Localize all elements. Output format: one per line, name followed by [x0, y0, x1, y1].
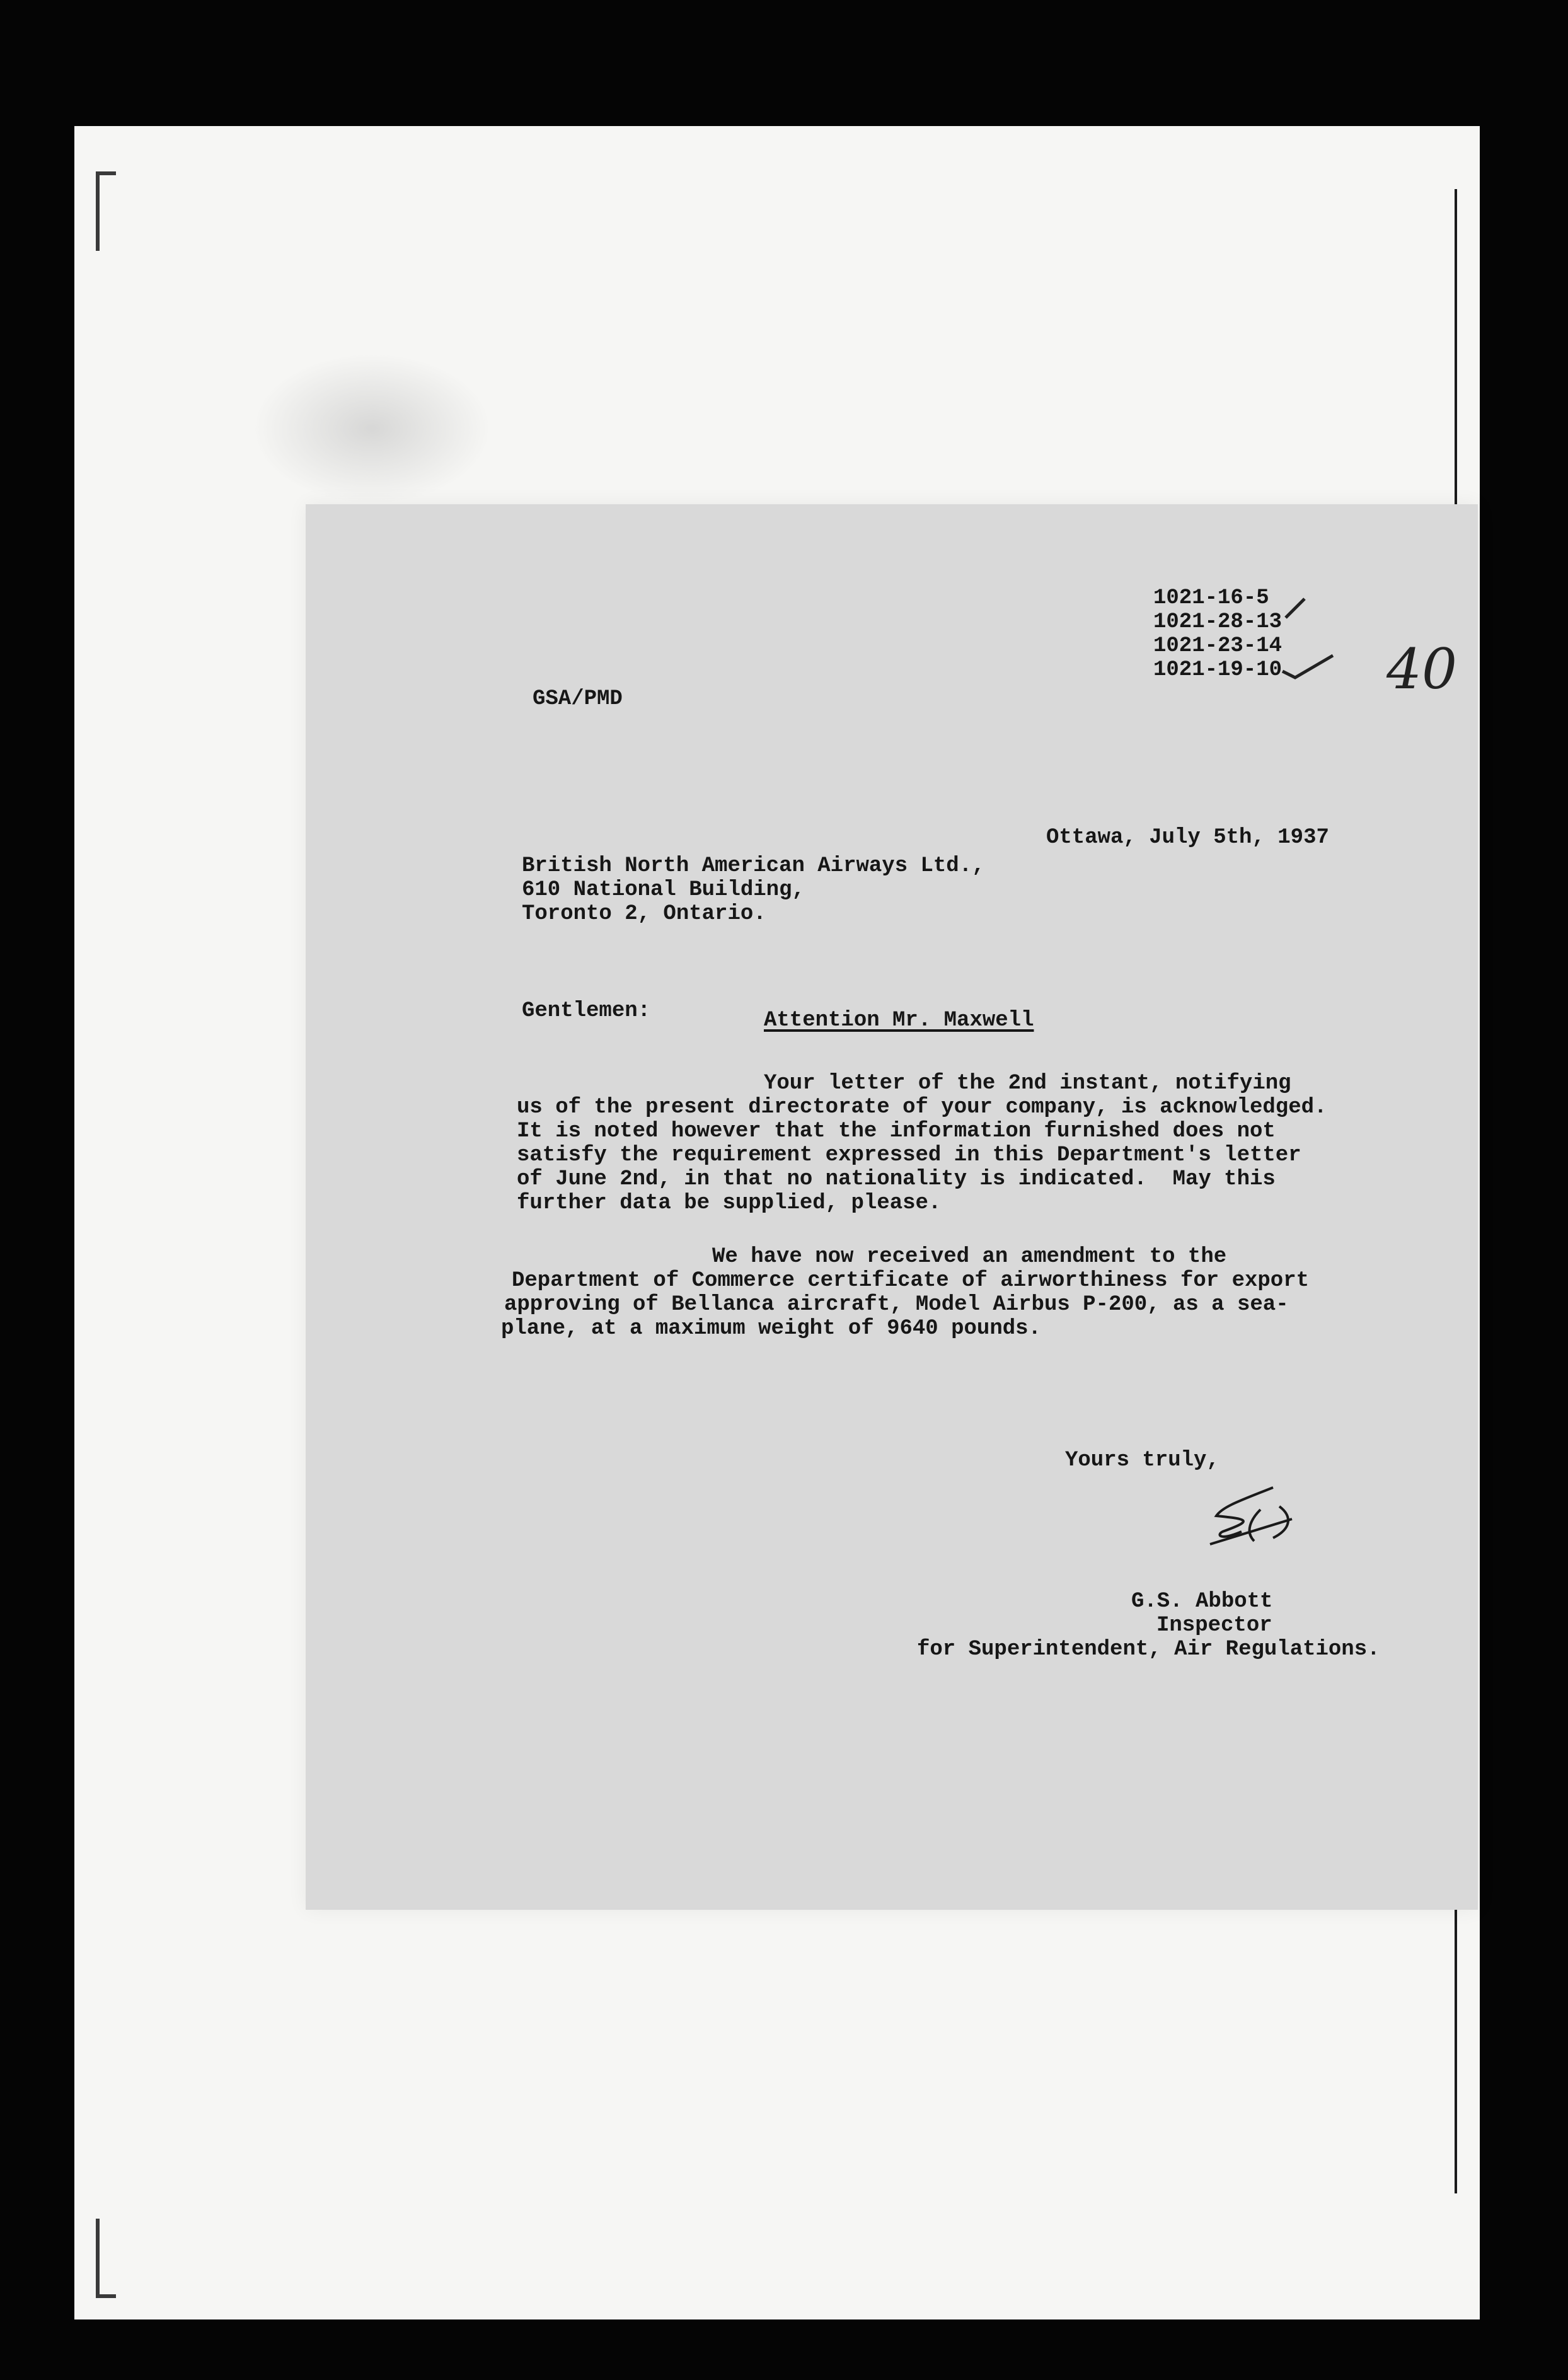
paragraph-2-line-2: Department of Commerce certificate of airworthiness for export [512, 1269, 1310, 1293]
signer-for-line: for Superintendent, Air Regulations. [917, 1638, 1380, 1661]
paper-smudge [252, 353, 492, 504]
paragraph-2-line-4: plane, at a maximum weight of 9640 pounds. [501, 1317, 1041, 1341]
corner-mark-top-left [96, 171, 116, 251]
paragraph-2-line-1: We have now received an amendment to the [712, 1245, 1227, 1269]
file-ref-2: 1021-28-13 [1153, 610, 1283, 634]
attention-line: Attention Mr. Maxwell [764, 1008, 1034, 1032]
handwritten-page-number: 40 [1386, 637, 1457, 702]
recipient-line-2: 610 National Building, [522, 878, 805, 902]
initials: GSA/PMD [533, 687, 623, 711]
check-mark-icon [1279, 592, 1336, 681]
paragraph-1-line-1: Your letter of the 2nd instant, notifying [764, 1072, 1291, 1095]
file-ref-4: 1021-19-10 [1153, 658, 1283, 682]
file-ref-1: 1021-16-5 [1153, 586, 1269, 610]
signer-name: G.S. Abbott [1131, 1590, 1273, 1614]
paragraph-1-line-4: satisfy the requirement expressed in this Department's letter [517, 1143, 1301, 1167]
file-reference-block [1153, 586, 1282, 682]
paragraph-1-line-6: further data be supplied, please. [517, 1191, 942, 1215]
edge-line-right-top [1455, 189, 1457, 523]
paragraph-1-line-2: us of the present directorate of your company, is acknowledged. [517, 1095, 1327, 1119]
recipient-line-1: British North American Airways Ltd., [522, 854, 985, 878]
closing: Yours truly, [1065, 1448, 1219, 1472]
paragraph-1-line-3: It is noted however that the information furnished does not [517, 1119, 1276, 1143]
file-ref-3: 1021-23-14 [1153, 634, 1283, 658]
paragraph-1-line-5: of June 2nd, in that no nationality is indicated. May this [517, 1167, 1276, 1191]
recipient-line-3: Toronto 2, Ontario. [522, 902, 766, 926]
salutation: Gentlemen: [522, 999, 651, 1023]
place-date: Ottawa, July 5th, 1937 [1046, 826, 1329, 850]
signer-title: Inspector [1156, 1614, 1272, 1638]
corner-mark-bottom-left [96, 2219, 116, 2298]
handwritten-signature [1197, 1481, 1323, 1563]
paragraph-2-line-3: approving of Bellanca aircraft, Model Airbus P-200, as a sea- [504, 1293, 1289, 1317]
